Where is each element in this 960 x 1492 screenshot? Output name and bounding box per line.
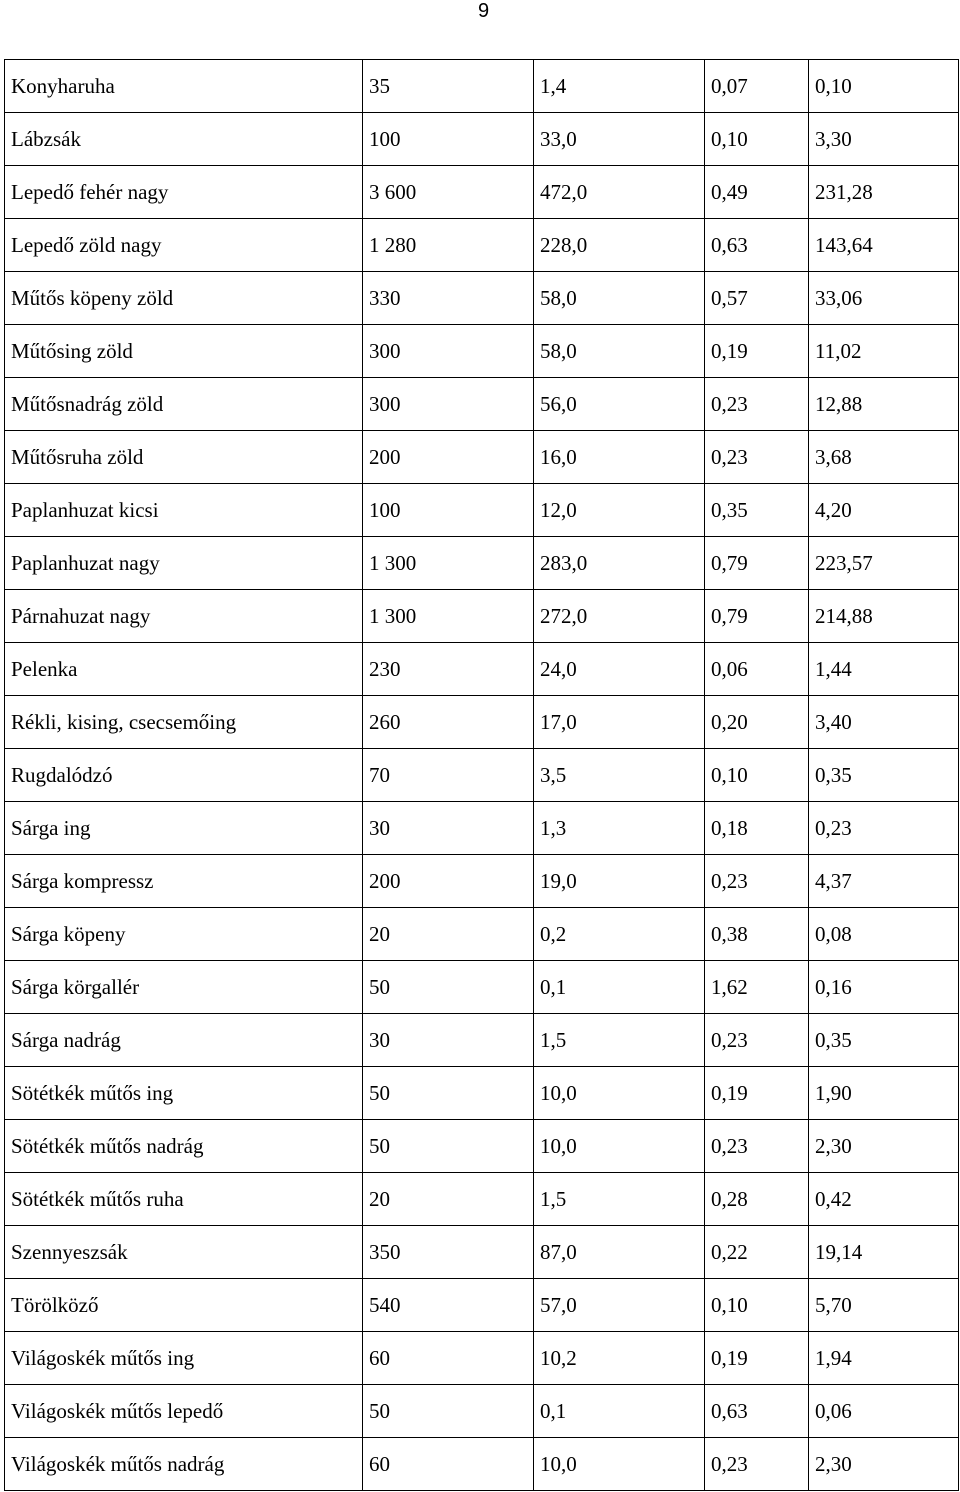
weight-cell: 272,0 (534, 590, 705, 643)
total-value-cell: 0,35 (809, 749, 959, 802)
quantity-cell: 100 (363, 113, 534, 166)
total-value-cell: 0,42 (809, 1173, 959, 1226)
total-value-cell: 0,08 (809, 908, 959, 961)
unit-value-cell: 0,57 (705, 272, 809, 325)
table-row (5, 961, 959, 1014)
unit-value-cell: 1,62 (705, 961, 809, 1014)
total-value-cell: 5,70 (809, 1279, 959, 1332)
unit-value-cell: 0,23 (705, 378, 809, 431)
weight-cell: 16,0 (534, 431, 705, 484)
weight-cell: 17,0 (534, 696, 705, 749)
item-name-cell: Világoskék műtős lepedő (5, 1385, 363, 1438)
total-value-cell: 2,30 (809, 1120, 959, 1173)
weight-cell: 19,0 (534, 855, 705, 908)
weight-cell: 33,0 (534, 113, 705, 166)
item-name-cell: Sötétkék műtős ruha (5, 1173, 363, 1226)
inventory-table (4, 59, 959, 1491)
item-name-cell: Sötétkék műtős nadrág (5, 1120, 363, 1173)
total-value-cell: 19,14 (809, 1226, 959, 1279)
quantity-cell: 330 (363, 272, 534, 325)
total-value-cell: 4,20 (809, 484, 959, 537)
quantity-cell: 230 (363, 643, 534, 696)
table-row (5, 1120, 959, 1173)
unit-value-cell: 0,49 (705, 166, 809, 219)
table-row (5, 643, 959, 696)
item-name-cell: Szennyeszsák (5, 1226, 363, 1279)
unit-value-cell: 0,79 (705, 590, 809, 643)
unit-value-cell: 0,07 (705, 60, 809, 113)
total-value-cell: 231,28 (809, 166, 959, 219)
table-row (5, 1014, 959, 1067)
total-value-cell: 0,16 (809, 961, 959, 1014)
table-row (5, 166, 959, 219)
weight-cell: 24,0 (534, 643, 705, 696)
quantity-cell: 3 600 (363, 166, 534, 219)
weight-cell: 58,0 (534, 325, 705, 378)
unit-value-cell: 0,19 (705, 325, 809, 378)
total-value-cell: 11,02 (809, 325, 959, 378)
total-value-cell: 4,37 (809, 855, 959, 908)
unit-value-cell: 0,79 (705, 537, 809, 590)
quantity-cell: 200 (363, 855, 534, 908)
table-row (5, 1226, 959, 1279)
total-value-cell: 223,57 (809, 537, 959, 590)
table-row (5, 1332, 959, 1385)
unit-value-cell: 0,23 (705, 1014, 809, 1067)
quantity-cell: 300 (363, 378, 534, 431)
table-row (5, 802, 959, 855)
total-value-cell: 1,94 (809, 1332, 959, 1385)
total-value-cell: 0,10 (809, 60, 959, 113)
weight-cell: 0,1 (534, 1385, 705, 1438)
total-value-cell: 33,06 (809, 272, 959, 325)
weight-cell: 10,0 (534, 1067, 705, 1120)
item-name-cell: Sötétkék műtős ing (5, 1067, 363, 1120)
table-row (5, 1067, 959, 1120)
unit-value-cell: 0,23 (705, 1120, 809, 1173)
unit-value-cell: 0,19 (705, 1332, 809, 1385)
total-value-cell: 214,88 (809, 590, 959, 643)
item-name-cell: Sárga kompressz (5, 855, 363, 908)
weight-cell: 10,0 (534, 1120, 705, 1173)
unit-value-cell: 0,23 (705, 855, 809, 908)
quantity-cell: 350 (363, 1226, 534, 1279)
quantity-cell: 200 (363, 431, 534, 484)
item-name-cell: Sárga ing (5, 802, 363, 855)
item-name-cell: Rugdalódzó (5, 749, 363, 802)
item-name-cell: Pelenka (5, 643, 363, 696)
item-name-cell: Sárga köpeny (5, 908, 363, 961)
quantity-cell: 60 (363, 1438, 534, 1491)
item-name-cell: Párnahuzat nagy (5, 590, 363, 643)
weight-cell: 10,0 (534, 1438, 705, 1491)
weight-cell: 472,0 (534, 166, 705, 219)
unit-value-cell: 0,06 (705, 643, 809, 696)
item-name-cell: Műtősruha zöld (5, 431, 363, 484)
table-row (5, 537, 959, 590)
weight-cell: 283,0 (534, 537, 705, 590)
item-name-cell: Paplanhuzat kicsi (5, 484, 363, 537)
quantity-cell: 1 300 (363, 590, 534, 643)
quantity-cell: 1 280 (363, 219, 534, 272)
quantity-cell: 60 (363, 1332, 534, 1385)
total-value-cell: 1,90 (809, 1067, 959, 1120)
quantity-cell: 30 (363, 802, 534, 855)
weight-cell: 10,2 (534, 1332, 705, 1385)
item-name-cell: Műtősnadrág zöld (5, 378, 363, 431)
weight-cell: 3,5 (534, 749, 705, 802)
table-row (5, 60, 959, 113)
item-name-cell: Műtős köpeny zöld (5, 272, 363, 325)
quantity-cell: 30 (363, 1014, 534, 1067)
unit-value-cell: 0,10 (705, 113, 809, 166)
quantity-cell: 540 (363, 1279, 534, 1332)
quantity-cell: 50 (363, 1120, 534, 1173)
weight-cell: 58,0 (534, 272, 705, 325)
unit-value-cell: 0,63 (705, 219, 809, 272)
unit-value-cell: 0,23 (705, 431, 809, 484)
table-row (5, 696, 959, 749)
table-row (5, 431, 959, 484)
table-row (5, 113, 959, 166)
table-row (5, 908, 959, 961)
item-name-cell: Világoskék műtős nadrág (5, 1438, 363, 1491)
unit-value-cell: 0,20 (705, 696, 809, 749)
weight-cell: 57,0 (534, 1279, 705, 1332)
item-name-cell: Törölköző (5, 1279, 363, 1332)
quantity-cell: 1 300 (363, 537, 534, 590)
quantity-cell: 50 (363, 961, 534, 1014)
total-value-cell: 0,23 (809, 802, 959, 855)
total-value-cell: 0,06 (809, 1385, 959, 1438)
quantity-cell: 50 (363, 1067, 534, 1120)
table-row (5, 1438, 959, 1491)
weight-cell: 56,0 (534, 378, 705, 431)
item-name-cell: Konyharuha (5, 60, 363, 113)
quantity-cell: 20 (363, 908, 534, 961)
total-value-cell: 3,68 (809, 431, 959, 484)
item-name-cell: Világoskék műtős ing (5, 1332, 363, 1385)
unit-value-cell: 0,19 (705, 1067, 809, 1120)
quantity-cell: 70 (363, 749, 534, 802)
table-row (5, 1385, 959, 1438)
total-value-cell: 1,44 (809, 643, 959, 696)
table-row (5, 590, 959, 643)
quantity-cell: 35 (363, 60, 534, 113)
unit-value-cell: 0,22 (705, 1226, 809, 1279)
quantity-cell: 50 (363, 1385, 534, 1438)
unit-value-cell: 0,10 (705, 749, 809, 802)
weight-cell: 0,2 (534, 908, 705, 961)
table-row (5, 272, 959, 325)
item-name-cell: Műtősing zöld (5, 325, 363, 378)
table-row (5, 484, 959, 537)
table-row (5, 749, 959, 802)
item-name-cell: Rékli, kising, csecsemőing (5, 696, 363, 749)
total-value-cell: 2,30 (809, 1438, 959, 1491)
quantity-cell: 20 (363, 1173, 534, 1226)
weight-cell: 1,5 (534, 1014, 705, 1067)
unit-value-cell: 0,23 (705, 1438, 809, 1491)
total-value-cell: 3,40 (809, 696, 959, 749)
total-value-cell: 12,88 (809, 378, 959, 431)
table-row (5, 325, 959, 378)
table-row (5, 378, 959, 431)
unit-value-cell: 0,28 (705, 1173, 809, 1226)
unit-value-cell: 0,63 (705, 1385, 809, 1438)
page-number: 9 (478, 0, 490, 22)
item-name-cell: Sárga körgallér (5, 961, 363, 1014)
unit-value-cell: 0,18 (705, 802, 809, 855)
weight-cell: 12,0 (534, 484, 705, 537)
weight-cell: 1,5 (534, 1173, 705, 1226)
inventory-table-body (5, 60, 959, 1491)
weight-cell: 87,0 (534, 1226, 705, 1279)
table-row (5, 855, 959, 908)
item-name-cell: Lepedő zöld nagy (5, 219, 363, 272)
table-row (5, 1279, 959, 1332)
total-value-cell: 0,35 (809, 1014, 959, 1067)
weight-cell: 228,0 (534, 219, 705, 272)
weight-cell: 1,4 (534, 60, 705, 113)
table-row (5, 219, 959, 272)
total-value-cell: 3,30 (809, 113, 959, 166)
unit-value-cell: 0,38 (705, 908, 809, 961)
table-row (5, 1173, 959, 1226)
quantity-cell: 260 (363, 696, 534, 749)
total-value-cell: 143,64 (809, 219, 959, 272)
item-name-cell: Lepedő fehér nagy (5, 166, 363, 219)
item-name-cell: Lábzsák (5, 113, 363, 166)
quantity-cell: 300 (363, 325, 534, 378)
unit-value-cell: 0,10 (705, 1279, 809, 1332)
weight-cell: 1,3 (534, 802, 705, 855)
quantity-cell: 100 (363, 484, 534, 537)
item-name-cell: Paplanhuzat nagy (5, 537, 363, 590)
weight-cell: 0,1 (534, 961, 705, 1014)
item-name-cell: Sárga nadrág (5, 1014, 363, 1067)
unit-value-cell: 0,35 (705, 484, 809, 537)
